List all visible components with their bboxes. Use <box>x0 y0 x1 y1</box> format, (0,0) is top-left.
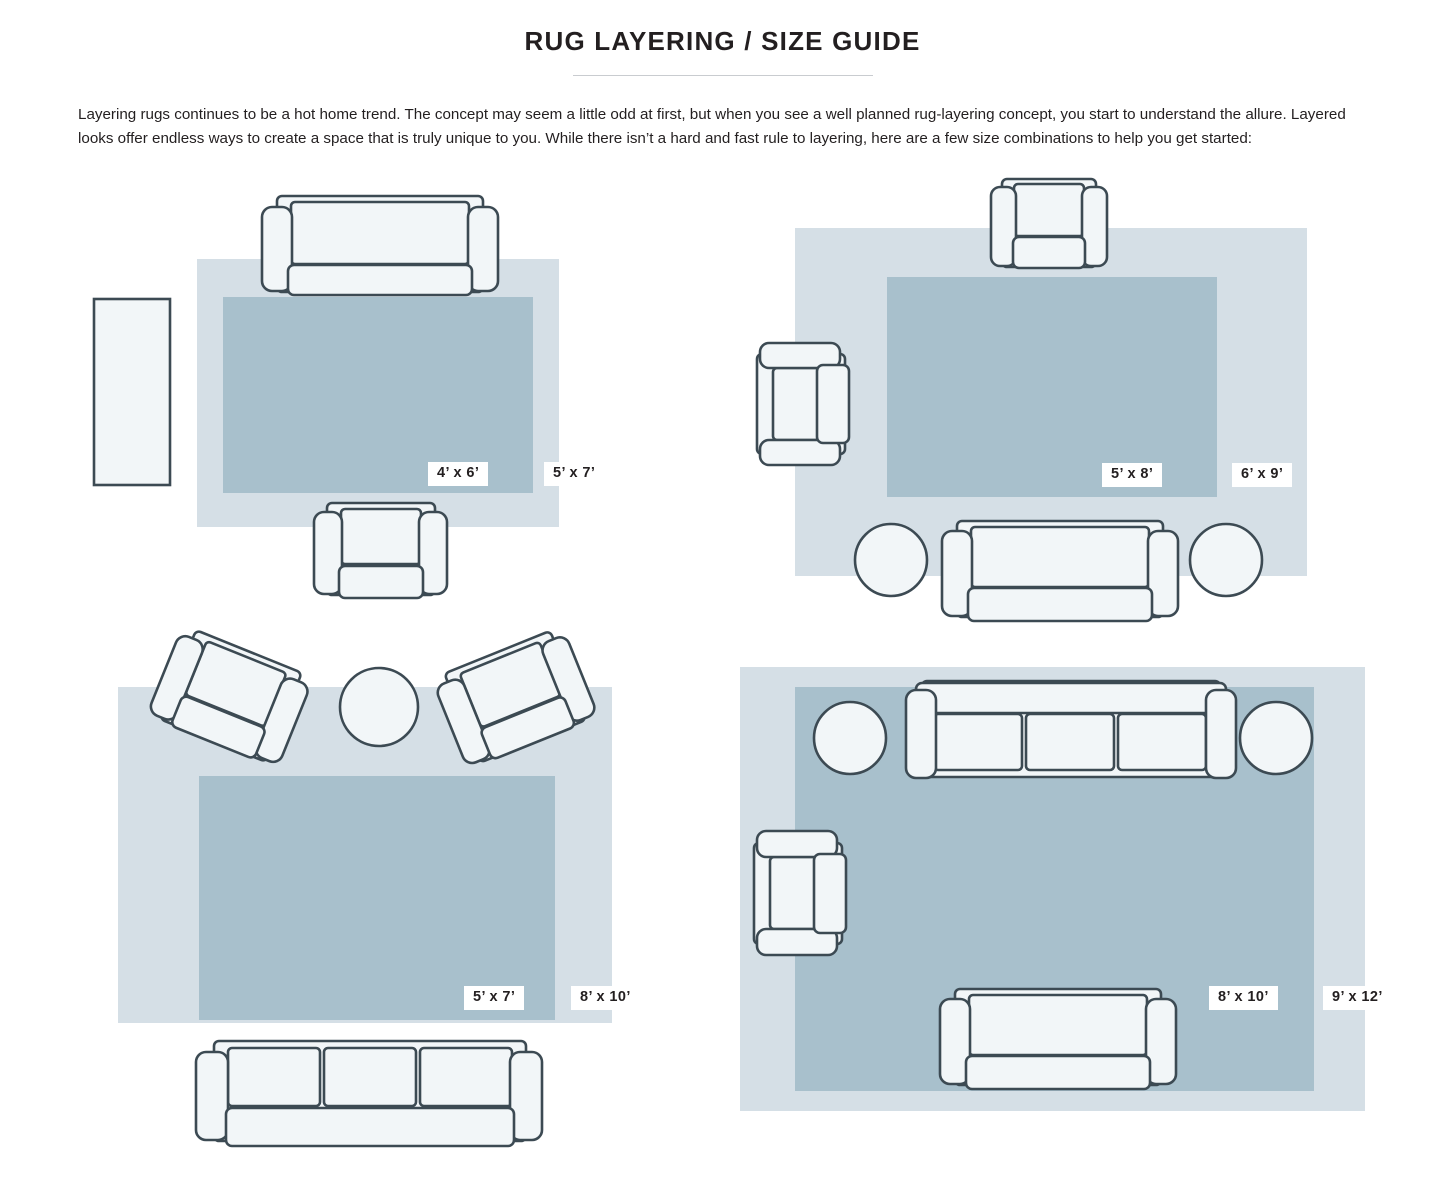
outer-size-label: 9’ x 12’ <box>1323 986 1392 1010</box>
inner-size-label: 4’ x 6’ <box>428 462 488 486</box>
sofa-bottom-three-seat <box>192 1038 548 1156</box>
sofa-bottom <box>936 986 1180 1098</box>
outer-size-label: 6’ x 9’ <box>1232 463 1292 487</box>
inner-rug-5x8 <box>887 277 1217 497</box>
inner-size-label: 8’ x 10’ <box>1209 986 1278 1010</box>
armchair-left <box>748 828 860 960</box>
round-table-left <box>853 522 929 598</box>
armchair-bottom <box>311 500 451 604</box>
page-title: RUG LAYERING / SIZE GUIDE <box>524 26 921 56</box>
sofa-bottom <box>938 518 1182 630</box>
side-table-left <box>92 297 172 487</box>
sofa-top-three-seat <box>902 678 1242 790</box>
armchair-top <box>988 176 1112 276</box>
round-table-right <box>1238 700 1314 776</box>
armchair-left <box>751 340 863 470</box>
inner-rug-5x7 <box>199 776 555 1020</box>
round-table-left <box>812 700 888 776</box>
sofa-top <box>258 193 502 303</box>
outer-size-label: 8’ x 10’ <box>571 986 640 1010</box>
round-table-center <box>338 666 420 748</box>
outer-size-label: 5’ x 7’ <box>544 462 604 486</box>
intro-paragraph: Layering rugs continues to be a hot home trend. The concept may seem a little odd at first, but when you see a well planned rug-layering concept, you start to understand the allure. Layered looks offer endless ways to create a space that is truly unique to you. While there isn’t a hard and fast rule to layering, here are a few size combinations to help you get started: <box>78 106 1346 148</box>
inner-size-label: 5’ x 7’ <box>464 986 524 1010</box>
round-table-right <box>1188 522 1264 598</box>
inner-size-label: 5’ x 8’ <box>1102 463 1162 487</box>
